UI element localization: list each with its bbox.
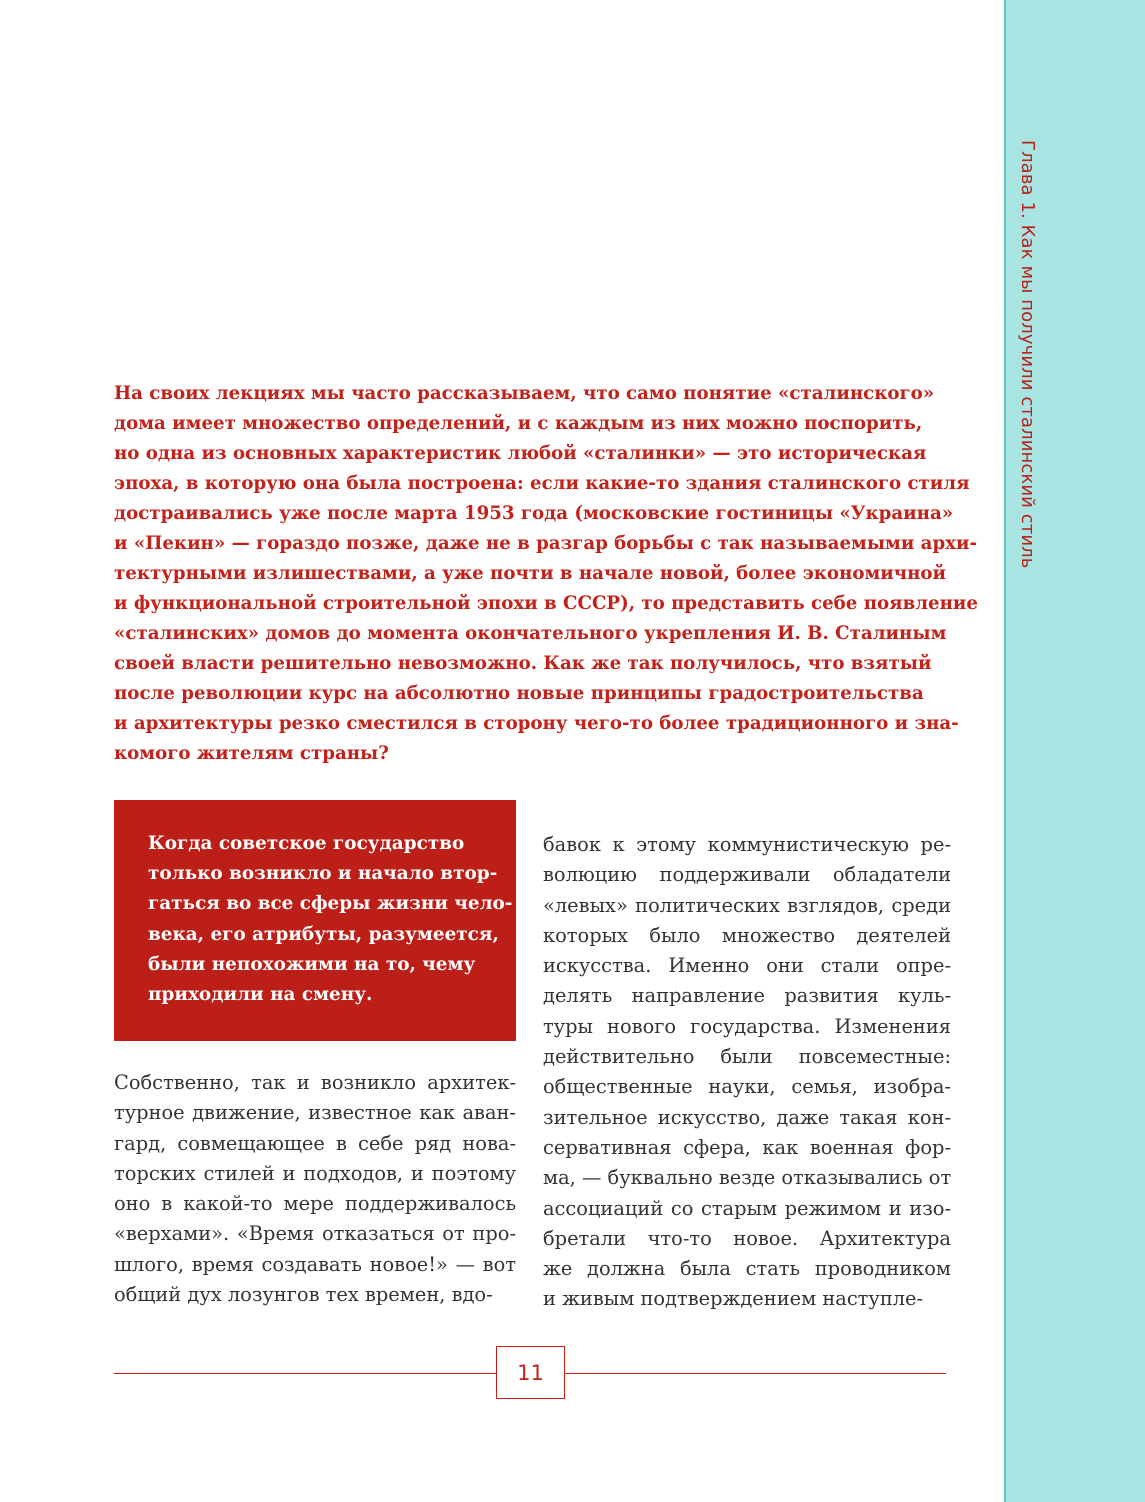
intro-line: дома имеет множество определений, и с каждым из них можно поспорить, (114, 413, 923, 434)
callout-line: были непохожими на то, чему (148, 953, 476, 975)
callout-box (114, 800, 516, 1041)
left-column-line: гард, совмещающее в себе ряд нова- (114, 1131, 516, 1155)
intro-line: эпоха, в которую она была построена: если какие-то здания сталинского стиля (114, 473, 970, 494)
right-column-line: бавок к этому коммунистическую ре- (543, 833, 951, 856)
left-column-line: оно в какой-то мере поддерживалось (114, 1192, 516, 1216)
intro-line: и архитектуры резко сместился в сторону чего-то более традиционного и зна- (114, 713, 959, 734)
intro-line: комого жителям страны? (114, 743, 389, 764)
intro-line: и функциональной строительной эпохи в СССР), то представить себе появление (114, 593, 978, 614)
left-column-line: шлого, время создавать новое!» — вот (114, 1252, 516, 1276)
intro-line: На своих лекциях мы часто рассказываем, что само понятие «сталинского» (114, 383, 935, 404)
callout-line: Когда советское государство (148, 833, 465, 854)
intro-line: после революции курс на абсолютно новые принципы градостроительства (114, 683, 924, 704)
right-column-line: зительное искусство, даже такая кон- (543, 1105, 951, 1129)
intro-line: своей власти решительно невозможно. Как же так получилось, что взятый (114, 653, 932, 674)
right-column-line: бретали что-то новое. Архитектура (543, 1226, 951, 1250)
right-column-line: же должна была стать проводником (543, 1257, 951, 1281)
intro-line: достраивались уже после марта 1953 года (московские гостиницы «Украина» (114, 503, 954, 524)
right-column-line: «левых» политических взглядов, среди (543, 893, 951, 917)
intro-line: «сталинских» домов до момента окончательного укрепления И. В. Сталиным (114, 623, 947, 644)
right-column-line: общественные науки, семья, изобра- (543, 1075, 951, 1099)
callout-line: гаться во все сферы жизни чело- (148, 893, 513, 915)
right-column-line: ассоциаций со старым режимом и изо- (543, 1196, 951, 1220)
right-column-line: волюцию поддерживали обладатели (543, 863, 951, 887)
intro-paragraph (114, 379, 978, 769)
left-column-line: Собственно, так и возникло архитек- (114, 1071, 516, 1094)
right-column-line: действительно были повсеместные: (543, 1045, 951, 1069)
right-column-line: сервативная сфера, как военная фор- (543, 1135, 951, 1159)
left-column-line: торских стилей и подходов, и поэтому (114, 1161, 516, 1185)
left-column-line: «верхами». «Время отказаться от про- (114, 1222, 516, 1246)
callout-line: века, его атрибуты, разумеется, (148, 923, 499, 945)
right-column-text (543, 830, 951, 1315)
right-column-line: ма, — буквально везде отказывались от (543, 1166, 951, 1190)
right-column-line: и живым подтверждением наступле- (543, 1287, 924, 1311)
right-column-line: которых было множество деятелей (543, 923, 951, 947)
left-column-text (114, 1068, 516, 1310)
footer-rule-right (565, 1373, 946, 1374)
footer-rule-left (114, 1373, 496, 1374)
callout-line: приходили на смену. (148, 984, 373, 1006)
intro-line: но одна из основных характеристик любой «сталинки» — это историческая (114, 443, 927, 464)
right-column-line: делять направление развития куль- (543, 984, 951, 1008)
right-column-line: искусства. Именно они стали опре- (543, 954, 951, 978)
left-column-line: турное движение, известное как аван- (114, 1101, 516, 1125)
callout-line: только возникло и начало втор- (148, 863, 498, 885)
intro-line: тектурными излишествами, а уже почти в начале новой, более экономичной (114, 563, 947, 584)
right-column-line: туры нового государства. Изменения (543, 1014, 951, 1038)
page-number: 11 (496, 1346, 565, 1399)
left-column-line: общий дух лозунгов тех времен, вдо- (114, 1283, 493, 1307)
chapter-title: Глава 1. Как мы получили сталинский стиль (1017, 140, 1038, 569)
intro-line: и «Пекин» — гораздо позже, даже не в разгар борьбы с так называемыми архи- (114, 533, 978, 554)
